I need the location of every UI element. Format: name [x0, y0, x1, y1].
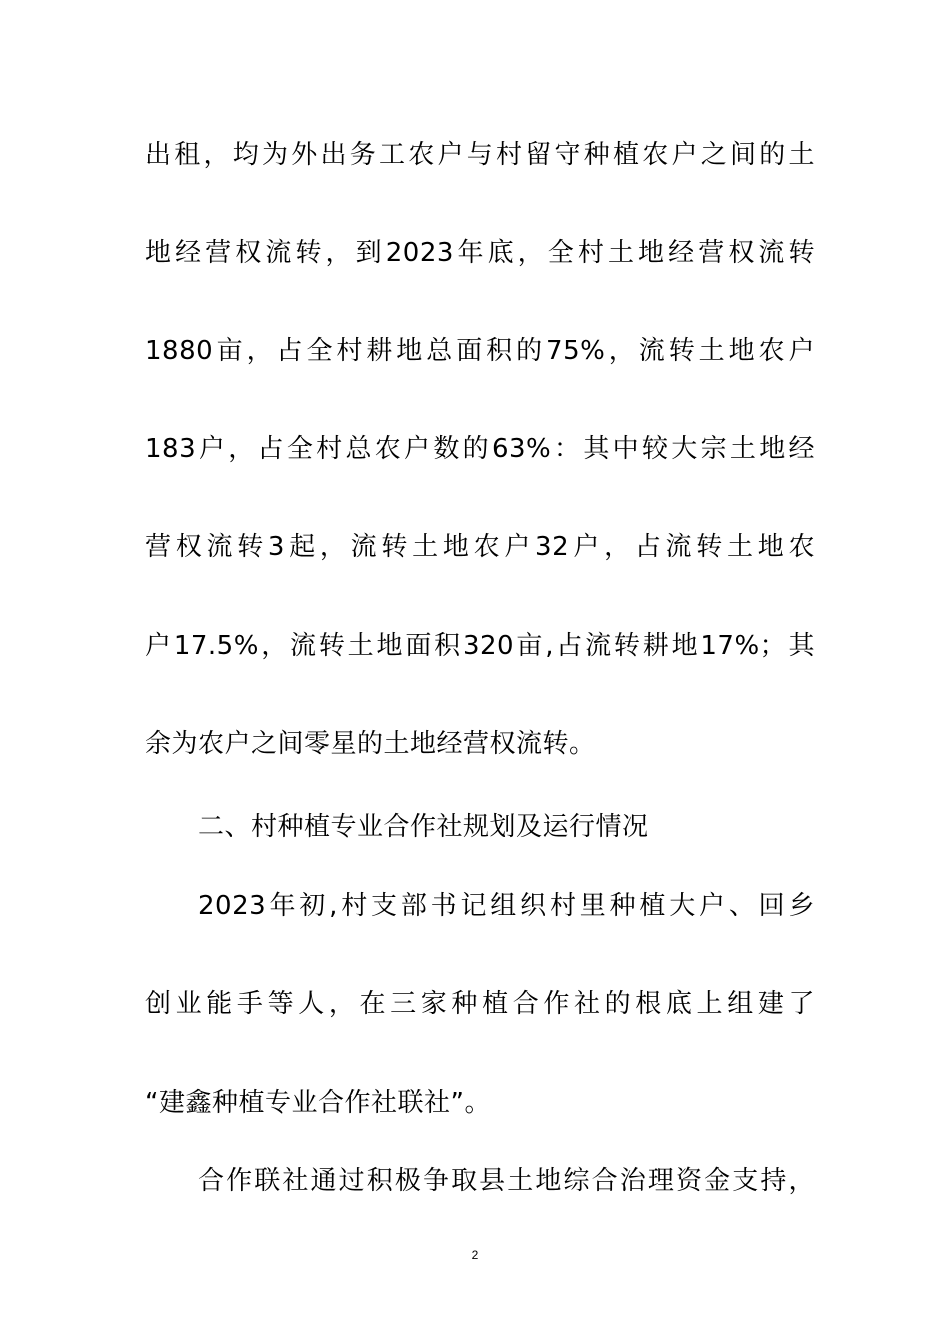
- body-text-line: 出租，均为外出务工农户与村留守种植农户之间的土: [145, 140, 815, 170]
- body-text-line: 2023年初,村支部书记组织村里种植大户、回乡: [198, 891, 815, 921]
- body-text-line: 户17.5%，流转土地面积320亩,占流转耕地17%；其: [145, 631, 815, 661]
- page-number: 2: [471, 1248, 479, 1262]
- section-heading: 二、村种植专业合作社规划及运行情况: [198, 812, 649, 842]
- body-text-line: 创业能手等人，在三家种植合作社的根底上组建了: [145, 989, 815, 1019]
- body-text-line: 营权流转3起，流转土地农户32户，占流转土地农: [145, 532, 815, 562]
- body-text-line: 合作联社通过积极争取县土地综合治理资金支持，: [198, 1166, 815, 1196]
- body-text-line: 地经营权流转，到2023年底，全村土地经营权流转: [145, 238, 815, 268]
- body-text-line: “建鑫种植专业合作社联社”。: [145, 1088, 491, 1118]
- body-text-line: 余为农户之间零星的土地经营权流转。: [145, 729, 596, 759]
- body-text-line: 1880亩，占全村耕地总面积的75%，流转土地农户: [145, 336, 815, 366]
- body-text-line: 183户，占全村总农户数的63%：其中较大宗土地经: [145, 434, 815, 464]
